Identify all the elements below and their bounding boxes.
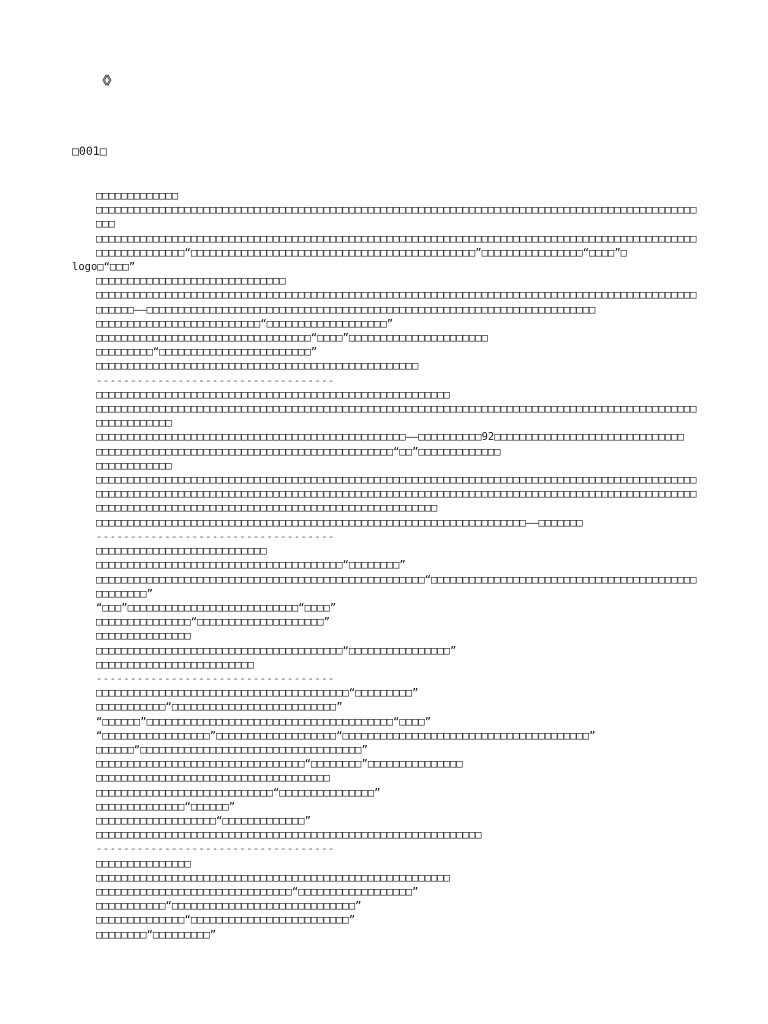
text-line: □□□□□□□□□□□□□□“□□□□□□□□□□□□□□□□□□□□□□□□□” <box>96 914 356 927</box>
text-line: □□□□□□□□□□□□□□□□□□□□□□□□□□□□□□□□□□□□□□□“□□□□□□□□□□□□□□□□” <box>96 644 457 657</box>
text-line: □□□□□□□□“□□□□□□□□□” <box>96 928 217 941</box>
text-line: □□□□□□□□□□□□□□“□□□□□□” <box>96 800 236 813</box>
text-line: □□□□□□□□□□□“□□□□□□□□□□□□□□□□□□□□□□□□□□” <box>96 701 343 714</box>
document-lines <box>72 189 698 942</box>
document-body <box>72 116 698 970</box>
text-line: □□□□□□□□□□□□□□□□□□□“□□□□□□□□□□□□□” <box>96 814 311 827</box>
text-line: □□□□□□□□□□□□□□□□□□□□□□□□□□□□□□□“□□□□□□□□□□□□□□□□□□” <box>96 885 419 898</box>
text-line: □□□□□□□□□□□□□□□“□□□□□□□□□□□□□□□□□□□□” <box>96 616 330 629</box>
text-line: □□□□□□□□□□□□□□□□□□□□□□□□□□□□□□□□□□□□□ <box>96 772 330 785</box>
text-line: □□□□□□□□□□□□□□□□□□□□□□□□□□□□□□□□□□□□□□□□□□□□□□□□□□□□□□□□□□□□□□□□□□□□□□□□□□□□□□□□□□□□□□□□□□□□□□□□□□ <box>96 204 697 231</box>
text-line: □□□□□□□□□□□□□□□□□□□□□□□□□□□□□□ <box>96 275 286 288</box>
text-line: “□□□”□□□□□□□□□□□□□□□□□□□□□□□□□□□“□□□□” <box>96 601 337 614</box>
text-line: □□□□□□□□□□□□□□□□□□□□□□□□□□□□□□□□□□□□□□□□□□□□□□□□□□□□□□□□□□□□□□□□□□□□——□□□□□□□ <box>96 516 583 529</box>
text-line: □□□□□□□□□□□□□□□□□□□□□□□□□□□□□□□□□□□□□□□□□□□□□□□□□□□□□□□□ <box>96 871 451 884</box>
section-separator: ----------------------------------- <box>96 843 335 856</box>
text-line: □□□□□□□□□□□□□□□□□□□□□□□□□□□□□□□□□□□□□□□□□□□□□□□□□□□□“□□□□□□□□□□□□□□□□□□□□□□□□□□□□□□□□□□□□□□□□□□□□□□□□□□” <box>96 573 697 600</box>
text-line: □□□□□□□□□□□□□□□□□□□□□□□□□□□□□□□□□□□□□□□□□□□□□□□□□□□□□□□□□□□□□□□□□□□□□□□□□□□□□□□□□□□□□□□□□□□□□□□□□□□□□□□□□□□ <box>96 403 697 430</box>
text-line: □□□□□□“□□□□□□□□□□□□□□□□□□□□□□□□□□□□□□□□□□□” <box>96 743 368 756</box>
text-line: □□□□□□□□□□□□□□□ <box>96 857 191 870</box>
text-line: □□□□□□□□□□□□□ <box>96 190 179 203</box>
section-separator: ----------------------------------- <box>96 374 335 387</box>
text-line: □□□□□□□□□□□□□□□□□□□□□□□□□□□□□□□□□□□□□□□□“□□□□□□□□□” <box>96 687 419 700</box>
header-mark: 《》 <box>97 74 115 87</box>
text-line: □□□□□□□□□□□□□□□□□□□□□□□□□□□□□□□□□□□□□□□“□□□□□□□□” <box>96 559 406 572</box>
text-line: □□□□□□□□□□□“□□□□□□□□□□□□□□□□□□□□□□□□□□□□□” <box>96 900 362 913</box>
text-line: □□□□□□□□□□□□□□□□□□□□□□□□□□□□□□□□□□□□□□□□□□□□□□□□□□□□□□□□ <box>96 388 451 401</box>
text-line: “□□□□□□”□□□□□□□□□□□□□□□□□□□□□□□□□□□□□□□□□□□□□□□“□□□□” <box>96 715 432 728</box>
text-line: □□□□□□□□□□□□□□□□□□□□□□□□□□□ <box>96 545 267 558</box>
document-title: □001□ <box>72 144 107 159</box>
text-line: logo□“□□□” <box>72 261 136 274</box>
text-line: □□□□□□□□□□□□□□□□□□□□□□□□□□□□□□□□□□□□□□□□□□□□□□□□□□□□□□□□□□□□□□□□□□□□□□□□□□□□□□□□□□□□□□□□□□□□□□□□□□□□□□□□□□□□□□□□□□□□□□□□□□□□□□□□□□□□□□□□□□□□□□□□□□□□□□□□□□□□□□□□□□□□□□□□□□□□□□□□□□□□□□□□□□□□□□□□□□□□□□□□□□□□□□□□□□□□□□□□□□□□□□□□□□□□□□□□□□□□□□□□□□□□ <box>96 474 697 515</box>
text-line: □□□□□□□□□□□□□□□□□□□□□□□□□□□□□□□□□□□□□□□□□□□□□□□□□□□□□□□□□□□□□□□□□□□□□□□□□□□□□□□□□□□□□□□□□□□□□□□□□□□□□□□□□□□□□“□□□□□□□□□□□□□□□□□□□□□□□□□□□□□□□□□□□□□□□□□□□□□”□□□□□□□□□□□□□□□□“□□□□”□ <box>96 232 697 259</box>
section-separator: ----------------------------------- <box>96 672 335 685</box>
text-line: □□□□□□□□□□□□□□□□□□□□□□□□□□□□“□□□□□□□□□□□□□□□” <box>96 786 381 799</box>
text-line: □□□□□□□□□□□□□□□□□□□□□□□□□□□□□□□□□□“□□□□”□□□□□□□□□□□□□□□□□□□□□□ <box>96 332 488 345</box>
text-line: □□□□□□□□□□□□□□□□□□□□□□□□□□□□□□□□□□□□□□□□□□□□□□□□□——□□□□□□□□□□92□□□□□□□□□□□□□□□□□□□□□□□□□□□□□□ <box>96 431 684 444</box>
text-line: □□□□□□□□□□□□□□□□□□□□□□□□□□□□□□□□□□□□□□□□□□□□□□□□□□□ <box>96 360 419 373</box>
text-line: □□□□□□□□□□□□□□□□□□□□□□□□□□□□□□□□□□□□□□□□□□□□□□□□□□□□□□□□□□□□□□□□□□□□□□□□□□□□□□□□□□□□□□□□□□□□□□□□□□□□□——□□□□□□□□□□□□□□□□□□□□□□□□□□□□□□□□□□□□□□□□□□□□□□□□□□□□□□□□□□□□□□□□□□□□□□□ <box>96 289 697 316</box>
text-line: □□□□□□□□□□□□□□□□□□□□□□□□□ <box>96 658 255 671</box>
text-line: □□□□□□□□□□□□□□□□□□□□□□□□□□□□□□□□□“□□□□□□□□”□□□□□□□□□□□□□□□ <box>96 758 463 771</box>
text-line: □□□□□□□□□□□□□□□ <box>96 630 191 643</box>
text-line: □□□□□□□□□“□□□□□□□□□□□□□□□□□□□□□□□□” <box>96 346 318 359</box>
section-separator: ----------------------------------- <box>96 530 335 543</box>
text-line: □□□□□□□□□□□□□□□□□□□□□□□□□□□□□□□□□□□□□□□□□□□□□□□“□□”□□□□□□□□□□□□□ <box>96 445 501 458</box>
text-line: “□□□□□□□□□□□□□□□□□”□□□□□□□□□□□□□□□□□□□“□□□□□□□□□□□□□□□□□□□□□□□□□□□□□□□□□□□□□□□” <box>96 729 596 742</box>
text-line: □□□□□□□□□□□□□□□□□□□□□□□□□□“□□□□□□□□□□□□□□□□□□□” <box>96 317 394 330</box>
text-line: □□□□□□□□□□□□□□□□□□□□□□□□□□□□□□□□□□□□□□□□□□□□□□□□□□□□□□□□□□□□□ <box>96 829 482 842</box>
text-line: □□□□□□□□□□□□ <box>96 459 172 472</box>
